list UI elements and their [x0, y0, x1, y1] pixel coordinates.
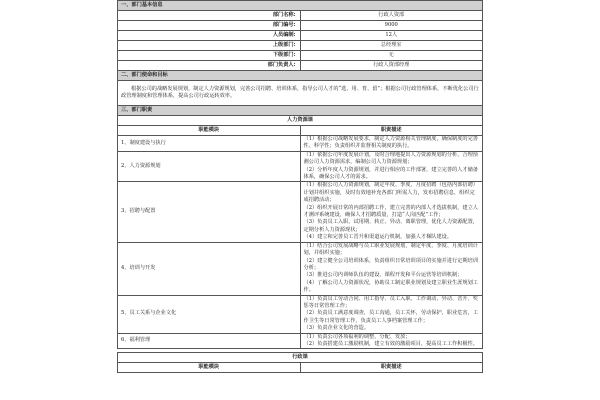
hr-duties-table — [117, 115, 483, 373]
desc-line: （4）建立和完善员工晋升和渠道运行机制，加强人才梯队建设。 — [303, 234, 453, 241]
module-cell: 1、制度建设与执行 — [118, 136, 301, 152]
admin-section-title: 行政课 — [118, 353, 483, 363]
value-sub-dept: 无 — [300, 51, 483, 61]
section-basic-info-title: 一、部门基本信息 — [118, 1, 483, 11]
desc-line: （4）了解公司人力资源状况，协助员工制定职业规划及建立职业生涯规划工作。 — [303, 279, 478, 294]
label-parent-dept: 上级部门: — [118, 41, 301, 51]
label-sub-dept: 下级部门: — [118, 51, 301, 61]
desc-cell — [300, 151, 483, 182]
desc-line: （2）负责员工满意度调查，员工沟通，员工关怀，劳动保护，职业危害，工作卫生等日常管理工作，负责员工人事档案管理工作； — [303, 310, 478, 324]
desc-cell — [300, 182, 483, 242]
desc-line: （3）推进公司内训师队伍的建设，课程开发和平台运营等培训机制； — [303, 272, 463, 279]
label-dept-code: 部门编号: — [118, 21, 301, 31]
mission-text: 根据公司的战略发展规划，制定人力资源规划，完善公司招聘、培训体系，指导公司人才的“选、用、育、留”；根据公司行政管理体系，不断优化公司行政管理制度和管理体系，提高公司行政运转效率。 — [121, 86, 479, 99]
value-headcount: 12人 — [300, 31, 483, 41]
module-cell: 2、人力资源规划 — [118, 151, 301, 182]
desc-line: （1）依据公司年度发展计划，及时合理地提出人力资源规划的分析、合理预测公司人力资源需求，编制公司人力资源规划； — [303, 151, 478, 166]
desc-line: （2）分析年度人力资源规划，并进行相应的工作部署，建立完善的人才储备体系，确保公司人才的需求。 — [303, 166, 478, 181]
hr-col-desc-header: 职责描述 — [300, 126, 483, 136]
value-parent-dept: 总经理室 — [300, 41, 483, 51]
table-row — [118, 182, 483, 242]
desc-cell — [300, 333, 483, 349]
desc-cell — [300, 295, 483, 333]
mission-paragraph — [118, 81, 483, 106]
desc-cell — [300, 242, 483, 295]
hr-col-module-header: 职能模块 — [118, 126, 301, 136]
section-mission-title: 二、部门使命和目标 — [118, 71, 483, 81]
desc-line: （1）根据公司战略发展要求，制定人力资源相关管理制度，确保制度的完善性、科学性；负责组织并监督相关制度的执行。 — [303, 136, 478, 150]
value-dept-code: 9000 — [300, 21, 483, 31]
label-headcount: 人员编制: — [118, 31, 301, 41]
table-row — [118, 333, 483, 349]
desc-line: （2）组织开展日常的内部招聘工作，建立完善的内部人才选拔机制，建立人才测评系统建设，确保人才招聘质量，打造“人岗匹配”工作； — [303, 204, 478, 219]
module-cell: 5、员工关系与企业文化 — [118, 295, 301, 333]
desc-line: （1）根据公司人力资源规划，制定年度、季度、月度招聘（包括内部招聘）计划并组织实施，及时有效地补充各部门所需人力，发布招聘信息，组织完成招聘活动； — [303, 182, 478, 204]
label-dept-head: 部门负责人: — [118, 61, 301, 71]
desc-line: （2）负责搭建员工激励机制，建立有效的激励项目，提高员工工作积极性。 — [303, 340, 478, 347]
value-dept-head: 行政人资部经理 — [300, 61, 483, 71]
document-page — [117, 0, 483, 400]
module-cell: 6、福利管理 — [118, 333, 301, 349]
desc-line: （3）负责企业文化的营造。 — [303, 325, 370, 332]
admin-col-module-header: 职能模块 — [118, 363, 301, 373]
desc-line: （1）负责员工劳动合同、用工指导、员工入职、工作调动、异动、晋升、奖惩等日常管理工作； — [303, 295, 478, 309]
admin-col-desc-header: 职责描述 — [300, 363, 483, 373]
table-row — [118, 295, 483, 333]
department-info-table — [117, 0, 483, 116]
desc-line: （1）负责公司各项福利的调整、分配、发放； — [303, 333, 411, 340]
hr-section-title: 人力资源课 — [118, 116, 483, 126]
desc-line: （2）建立健全公司培训体系，负责组织日常培训项目的实施并进行定期培训分析； — [303, 257, 478, 271]
desc-cell — [300, 136, 483, 152]
desc-line: （3）负责员工入职、试用期、转正、异动、离职管理，优化人力资源配置，定期分析人力资源现状； — [303, 219, 478, 233]
desc-line: （1）结合公司发展战略与员工职业发展规划，制定年度、季度、月度培训计划，并组织实施； — [303, 242, 478, 257]
module-cell: 4、培训与开发 — [118, 242, 301, 295]
table-row — [118, 242, 483, 295]
label-dept-name: 部门名称: — [118, 11, 301, 21]
section-duties-title: 三、部门职责 — [118, 106, 483, 116]
module-cell: 3、招聘与配置 — [118, 182, 301, 242]
table-row — [118, 136, 483, 152]
table-row — [118, 151, 483, 182]
value-dept-name: 行政人资部 — [300, 11, 483, 21]
